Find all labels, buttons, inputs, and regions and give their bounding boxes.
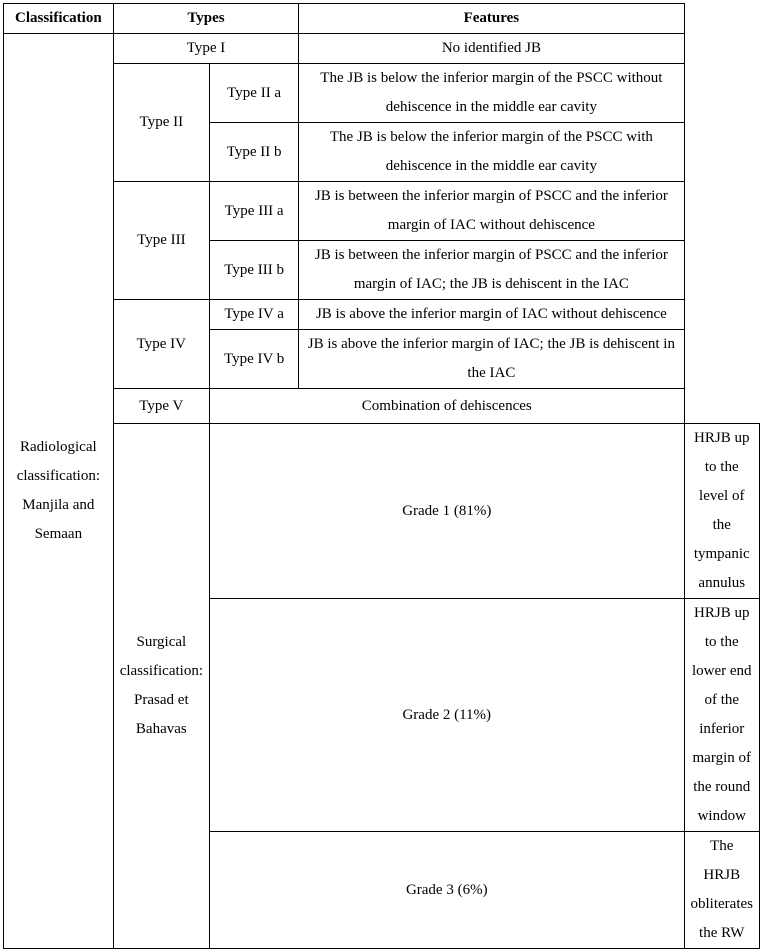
type-ii-b-cell: Type II b [210, 123, 299, 182]
grade-2-feature: HRJB up to the lower end of the inferior margin of the round window [684, 599, 759, 832]
radiological-classification-cell: Radiological classification: Manjila and Semaan [4, 34, 114, 949]
type-iii-cell: Type III [113, 182, 209, 300]
header-features: Features [299, 4, 684, 34]
type-iii-a-feature: JB is between the inferior margin of PSCC and the inferior margin of IAC without dehiscence [299, 182, 684, 241]
type-iv-a-feature: JB is above the inferior margin of IAC without dehiscence [299, 300, 684, 330]
type-ii-b-feature: The JB is below the inferior margin of the PSCC with dehiscence in the middle ear cavity [299, 123, 684, 182]
type-iii-b-feature: JB is between the inferior margin of PSCC and the inferior margin of IAC; the JB is dehiscent in the IAC [299, 241, 684, 300]
type-ii-a-cell: Type II a [210, 64, 299, 123]
type-ii-a-feature: The JB is below the inferior margin of the PSCC without dehiscence in the middle ear cavity [299, 64, 684, 123]
table-row [4, 34, 760, 64]
table-row [4, 300, 760, 330]
type-v-feature: Combination of dehiscences [210, 389, 685, 424]
type-i-feature: No identified JB [299, 34, 684, 64]
grade-2-cell: Grade 2 (11%) [210, 599, 685, 832]
type-iv-cell: Type IV [113, 300, 209, 389]
type-iv-a-cell: Type IV a [210, 300, 299, 330]
table-row [4, 389, 760, 424]
table-row [4, 64, 760, 123]
type-iii-a-cell: Type III a [210, 182, 299, 241]
table-row [4, 182, 760, 241]
grade-1-feature: HRJB up to the level of the tympanic annulus [684, 424, 759, 599]
surgical-classification-cell: Surgical classification: Prasad et Bahavas [113, 424, 209, 949]
type-iii-b-cell: Type III b [210, 241, 299, 300]
type-v-cell: Type V [113, 389, 209, 424]
grade-3-cell: Grade 3 (6%) [210, 832, 685, 949]
type-iv-b-feature: JB is above the inferior margin of IAC; the JB is dehiscent in the IAC [299, 330, 684, 389]
type-i-cell: Type I [113, 34, 299, 64]
grade-1-cell: Grade 1 (81%) [210, 424, 685, 599]
header-classification: Classification [4, 4, 114, 34]
table-row [4, 424, 760, 599]
header-types: Types [113, 4, 299, 34]
type-ii-cell: Type II [113, 64, 209, 182]
header-row [4, 4, 760, 34]
type-iv-b-cell: Type IV b [210, 330, 299, 389]
classification-table [3, 3, 760, 949]
grade-3-feature: The HRJB obliterates the RW [684, 832, 759, 949]
